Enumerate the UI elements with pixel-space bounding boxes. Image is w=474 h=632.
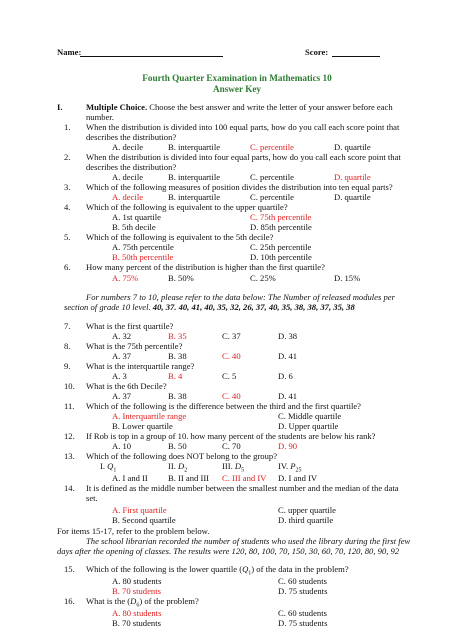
- q15-text: Which of the following is the lower quartile $(Q_1)$ of the data in the problem?: [86, 564, 349, 577]
- name-label: Name:: [57, 47, 82, 57]
- q10-choice-a: A. 37: [112, 391, 132, 401]
- exam-title: Fourth Quarter Examination in Mathematics 10: [142, 73, 332, 83]
- q1-number: 1.: [64, 122, 71, 132]
- problem-intro: For items 15-17, refer to the problem below.: [57, 526, 210, 536]
- q7-choice-d: D. 38: [278, 331, 298, 341]
- q7-number: 7.: [64, 321, 71, 331]
- q14-number: 14.: [64, 483, 75, 493]
- q15-choice-a: A. 80 students: [112, 576, 162, 586]
- problem-text-cont: days after the opening of classes. The results were 120, 80, 100, 70, 150, 30, 60, 70, 120, 80, 90, 92: [57, 546, 400, 556]
- q11-number: 11.: [64, 401, 75, 411]
- q3-choice-b: B. interquartile: [168, 192, 221, 202]
- exam-subtitle: Answer Key: [212, 84, 262, 94]
- q8-choice-c-answer: C. 40: [222, 351, 241, 361]
- q2-choice-c: C. percentile: [250, 172, 294, 182]
- q16-choice-d: D. 75 students: [278, 618, 328, 628]
- q4-choice-d: D. 85th percentile: [250, 222, 312, 232]
- q5-choice-b-answer: B. 50th percentile: [112, 252, 174, 262]
- q6-text: How many percent of the distribution is higher than the first quartile?: [86, 262, 325, 272]
- q5-number: 5.: [64, 232, 71, 242]
- q11-choice-b: B. Lower quartile: [112, 421, 173, 431]
- q9-choice-a: A. 3: [112, 371, 127, 381]
- q7-choice-b-answer: B. 35: [168, 331, 187, 341]
- q12-choice-a: A. 10: [112, 441, 132, 451]
- q3-choice-c: C. percentile: [250, 192, 294, 202]
- q5-choice-d: D. 10th percentile: [250, 252, 312, 262]
- q9-choice-d: D. 6: [278, 371, 293, 381]
- q12-choice-d-answer: D. 90: [278, 441, 298, 451]
- q6-number: 6.: [64, 262, 71, 272]
- q15-choice-c: C. 60 students: [278, 576, 327, 586]
- q5-text: Which of the following is equivalent to the 5th decile?: [86, 232, 274, 242]
- q4-text: Which of the following is equivalent to the upper quartile?: [86, 202, 288, 212]
- q13-choice-b: B. II and III: [168, 473, 210, 483]
- q1-choice-c-answer: C. percentile: [250, 142, 294, 152]
- q15-choice-d: D. 75 students: [278, 586, 328, 596]
- q13-choice-a: A. I and II: [112, 473, 148, 483]
- q10-choice-c-answer: C. 40: [222, 391, 241, 401]
- q3-number: 3.: [64, 182, 71, 192]
- section-heading: Multiple Choice. Choose the best answer and write the letter of your answer before each: [86, 102, 393, 112]
- q13-option-i: I. $Q_1$: [100, 461, 117, 474]
- q9-choice-c: C. 5: [222, 371, 237, 381]
- q11-choice-c: C. Middle quartile: [278, 411, 342, 421]
- q13-option-ii: II. $D_2$: [168, 461, 188, 474]
- section-numeral: I.: [57, 102, 63, 112]
- q10-text: What is the 6th Decile?: [86, 381, 167, 391]
- q16-choice-b: B. 70 students: [112, 618, 161, 628]
- q14-text-cont: set.: [86, 493, 98, 503]
- q14-choice-c: C. upper quartile: [278, 505, 336, 515]
- q13-text: Which of the following does NOT belong to the group?: [86, 451, 278, 461]
- q14-choice-b: B. Second quartile: [112, 515, 176, 525]
- q1-text: When the distribution is divided into 100 equal parts, how do you call each score point that: [86, 122, 400, 132]
- q13-choice-d: D. I and IV: [278, 473, 318, 483]
- q16-number: 16.: [64, 596, 75, 606]
- data-note-cont: section of grade 10 level. 40, 37. 40, 41, 40, 35, 32, 26, 37, 40, 35, 38, 38, 37, 35, 38: [64, 302, 355, 312]
- q13-option-iii: III. $D_5$: [222, 461, 245, 474]
- q15-number: 15.: [64, 564, 75, 574]
- q6-choice-d: D. 15%: [334, 273, 361, 283]
- q8-choice-a: A. 37: [112, 351, 132, 361]
- q2-choice-d-answer: D. quartile: [334, 172, 371, 182]
- q13-option-iv: IV. $P_{25}$: [278, 461, 302, 474]
- q2-text-cont: describes the distribution?: [86, 162, 177, 172]
- q6-choice-b: B. 50%: [168, 273, 194, 283]
- q4-number: 4.: [64, 202, 71, 212]
- q11-choice-d: D. Upper quartile: [278, 421, 339, 431]
- q2-number: 2.: [64, 152, 71, 162]
- q1-choice-d: D. quartile: [334, 142, 371, 152]
- q16-text: What is the $(D_6)$ of the problem?: [86, 596, 199, 609]
- q7-choice-a: A. 32: [112, 331, 132, 341]
- score-line: [332, 47, 380, 57]
- q11-choice-a-answer: A. Interquartile range: [112, 411, 187, 421]
- q10-number: 10.: [64, 381, 75, 391]
- q2-choice-b: B. interquartile: [168, 172, 221, 182]
- q13-choice-c-answer: C. III and IV: [222, 473, 267, 483]
- name-line: [80, 47, 223, 57]
- q11-text: Which of the following is the difference between the third and the first quartile?: [86, 401, 361, 411]
- q3-choice-d: D. quartile: [334, 192, 371, 202]
- q5-choice-c: C. 25th percentile: [250, 242, 312, 252]
- q12-number: 12.: [64, 431, 75, 441]
- section-instruction-cont: number.: [86, 112, 114, 122]
- q1-choice-b: B. interquartile: [168, 142, 221, 152]
- q2-text: When the distribution is divided into four equal parts, how do you call each score point that: [86, 152, 401, 162]
- q9-text: What is the interquartile range?: [86, 361, 195, 371]
- q12-choice-b: B. 50: [168, 441, 187, 451]
- q12-text: If Rob is top in a group of 10. how many percent of the students are below his rank?: [86, 431, 376, 441]
- q4-choice-b: B. 5th decile: [112, 222, 156, 232]
- q14-choice-d: D. third quartile: [278, 515, 334, 525]
- q16-choice-c: C. 60 students: [278, 608, 327, 618]
- q8-number: 8.: [64, 341, 71, 351]
- q3-choice-a-answer: A. decile: [112, 192, 144, 202]
- problem-text: The school librarian recorded the number of students who used the library during the first few: [86, 536, 411, 546]
- q10-choice-b: B. 38: [168, 391, 187, 401]
- score-label: Score:: [305, 47, 329, 57]
- q3-text: Which of the following measures of position divides the distribution into ten equal parts?: [86, 182, 393, 192]
- q9-choice-b-answer: B. 4: [168, 371, 183, 381]
- q1-text-cont: describes the distribution?: [86, 132, 177, 142]
- q5-choice-a: A. 75th percentile: [112, 242, 174, 252]
- q13-number: 13.: [64, 451, 75, 461]
- q2-choice-a: A. decile: [112, 172, 144, 182]
- data-note: For numbers 7 to 10, please refer to the data below: The Number of released modules per: [86, 292, 395, 302]
- q14-choice-a-answer: A. First quartile: [112, 505, 167, 515]
- q15-choice-b-answer: B. 70 students: [112, 586, 161, 596]
- q6-choice-a-answer: A. 75%: [112, 273, 139, 283]
- q12-choice-c: C. 70: [222, 441, 241, 451]
- q9-number: 9.: [64, 361, 71, 371]
- q4-choice-c-answer: C. 75th percentile: [250, 212, 312, 222]
- q7-choice-c: C. 37: [222, 331, 241, 341]
- q16-choice-a-answer: A. 80 students: [112, 608, 162, 618]
- q4-choice-a: A. 1st quartile: [112, 212, 161, 222]
- q7-text: What is the first quartile?: [86, 321, 174, 331]
- q6-choice-c: C. 25%: [250, 273, 276, 283]
- q8-choice-d: D. 41: [278, 351, 298, 361]
- q8-text: What is the 75th percentile?: [86, 341, 183, 351]
- q14-text: It is defined as the middle number between the smallest number and the median of the data: [86, 483, 399, 493]
- q1-choice-a: A. decile: [112, 142, 144, 152]
- q10-choice-d: D. 41: [278, 391, 298, 401]
- q8-choice-b: B. 38: [168, 351, 187, 361]
